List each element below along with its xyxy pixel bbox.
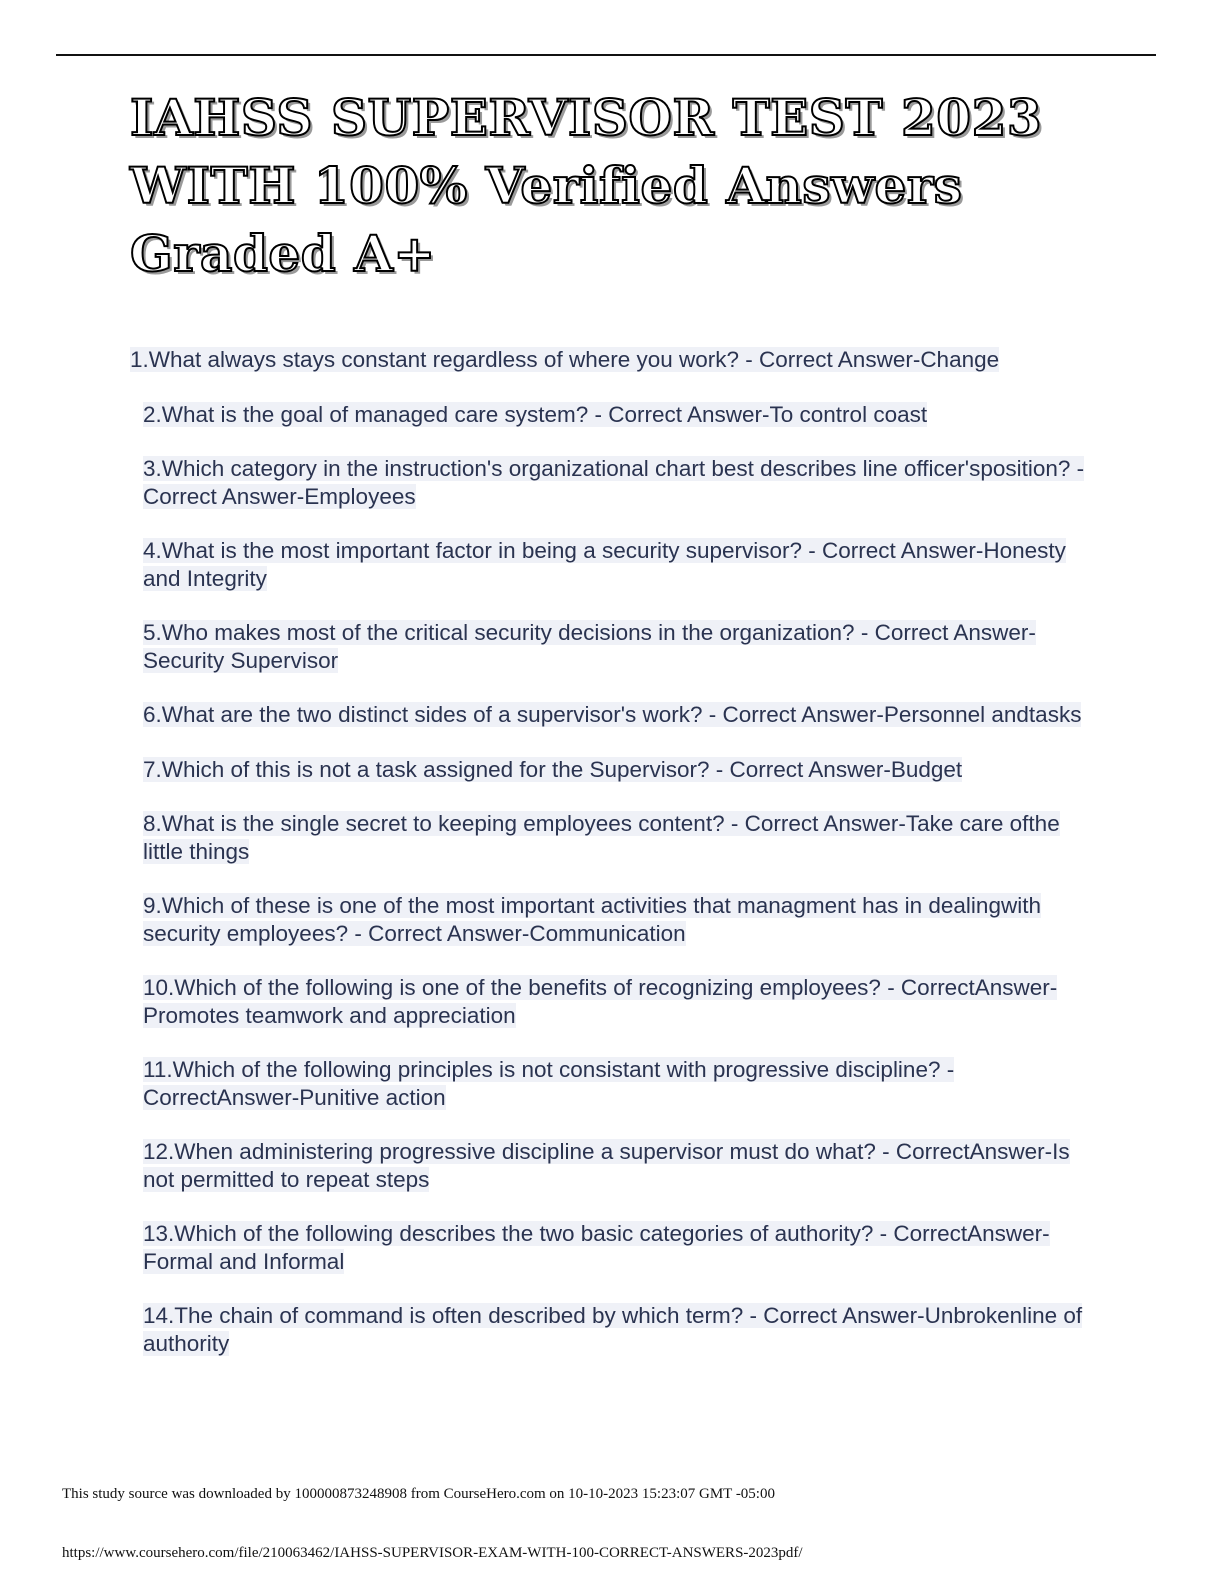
qa-item: [130, 401, 1090, 429]
qa-text: 14.The chain of command is often described by which term? - Correct Answer-Unbrokenline of authority: [143, 1303, 1083, 1356]
document-title: IAHSS SUPERVISOR TEST 2023 WITH 100% Verified Answers Graded A+: [130, 88, 1043, 283]
source-url: https://www.coursehero.com/file/210063462/IAHSS-SUPERVISOR-EXAM-WITH-100-CORRECT-ANSWERS-2023pdf/: [62, 1545, 803, 1561]
download-source-notice: This study source was downloaded by 100000873248908 from CourseHero.com on 10-10-2023 15:23:07 GMT -05:00: [62, 1486, 775, 1502]
qa-text: 4.What is the most important factor in being a security supervisor? - Correct Answer-Honesty and Integrity: [143, 538, 1066, 591]
qa-text: 12.When administering progressive discipline a supervisor must do what? - CorrectAnswer-Is not permitted to repeat steps: [143, 1139, 1070, 1192]
qa-text: 2.What is the goal of managed care system? - Correct Answer-To control coast: [143, 401, 928, 427]
qa-text: 5.Who makes most of the critical security decisions in the organization? - Correct Answer-Security Supervisor: [143, 620, 1036, 673]
qa-item: [130, 1056, 1090, 1111]
qa-item: [130, 701, 1090, 729]
qa-text: 11.Which of the following principles is not consistant with progressive discipline? - CorrectAnswer-Punitive action: [143, 1057, 955, 1110]
qa-text: 3.Which category in the instruction's organizational chart best describes line officer'sposition? - Correct Answer-Employees: [143, 456, 1085, 509]
qa-item: [130, 455, 1090, 510]
qa-text: 10.Which of the following is one of the benefits of recognizing employees? - CorrectAnswer-Promotes teamwork and appreciation: [143, 975, 1058, 1028]
qa-text: 8.What is the single secret to keeping employees content? - Correct Answer-Take care ofthe little things: [143, 811, 1060, 864]
qa-text: 1.What always stays constant regardless of where you work? - Correct Answer-Change: [130, 347, 1000, 372]
qa-text: 7.Which of this is not a task assigned for the Supervisor? - Correct Answer-Budget: [143, 756, 963, 782]
qa-item: [130, 810, 1090, 865]
top-divider: [56, 54, 1156, 56]
qa-item: [130, 756, 1090, 784]
qa-item: [130, 619, 1090, 674]
qa-item: [130, 537, 1090, 592]
qa-item: [130, 346, 1090, 374]
qa-text: 13.Which of the following describes the two basic categories of authority? - CorrectAnswer-Formal and Informal: [143, 1221, 1050, 1274]
qa-item: [130, 1220, 1090, 1275]
qa-item: [130, 892, 1090, 947]
qa-item: [130, 1138, 1090, 1193]
qa-item: [130, 974, 1090, 1029]
qa-text: 9.Which of these is one of the most important activities that managment has in dealingwith security employees? - Correct Answer-Communication: [143, 893, 1041, 946]
qa-list: [130, 346, 1090, 1384]
qa-text: 6.What are the two distinct sides of a supervisor's work? - Correct Answer-Personnel andtasks: [143, 702, 1082, 727]
qa-item: [130, 1302, 1090, 1357]
